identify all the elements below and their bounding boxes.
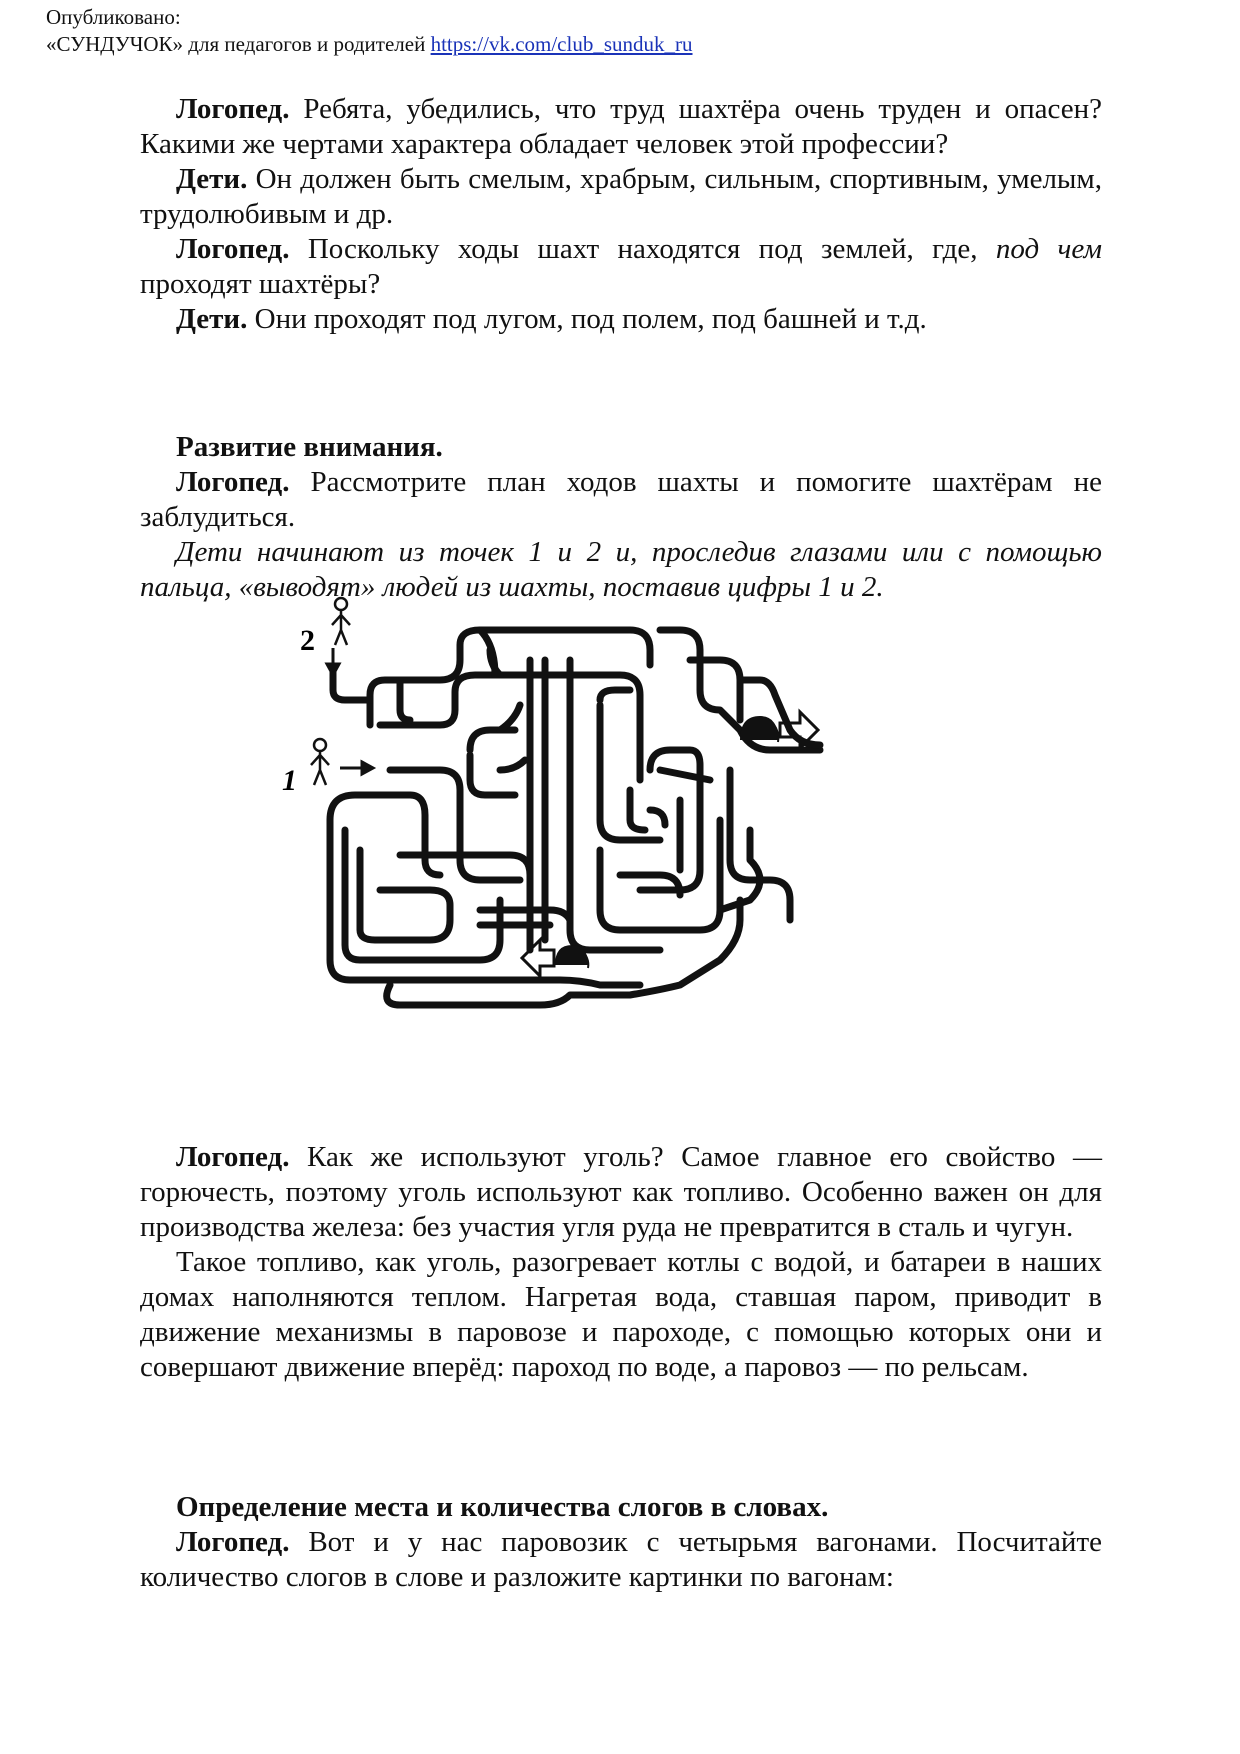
speaker-label: Логопед.: [176, 1526, 290, 1558]
maze-tunnel: [480, 910, 570, 925]
start-label-2: 2: [300, 624, 315, 657]
miner-figure-2: [332, 598, 350, 645]
speaker-label: Логопед.: [176, 93, 290, 125]
maze-tunnel: [630, 790, 645, 830]
paragraph: [140, 1525, 1102, 1595]
speaker-label: Логопед.: [176, 233, 290, 265]
mine-maze: [282, 620, 930, 1120]
paragraph-text: проходят шахтёры?: [140, 268, 381, 300]
publisher-link[interactable]: https://vk.com/club_sunduk_ru: [430, 32, 693, 56]
arrow-down-icon: [327, 648, 339, 675]
section-heading: Определение места и количества слогов в словах.: [176, 1491, 829, 1523]
dialog-block-1: [140, 92, 1102, 337]
start-label-1: 1: [282, 764, 297, 797]
maze-tunnel: [400, 680, 410, 720]
paragraph: [140, 465, 1102, 535]
paragraph: [140, 302, 1102, 337]
maze-tunnel: [570, 660, 660, 950]
paragraph: [140, 92, 1102, 162]
publisher-name: «СУНДУЧОК» для педагогов и родителей: [46, 32, 426, 56]
speaker-label: Логопед.: [176, 1141, 290, 1173]
dialog-block-2: [140, 1140, 1102, 1385]
arrow-right-icon: [340, 762, 373, 774]
maze-tunnel: [390, 770, 520, 880]
paragraph-text: Они проходят под лугом, под полем, под башней и т.д.: [254, 303, 927, 335]
miner-figure-1: [311, 739, 329, 785]
maze-tunnel: [360, 850, 450, 940]
paragraph-text: Поскольку ходы шахт находятся под землей, где,: [307, 233, 978, 265]
publisher-line: [46, 31, 693, 58]
paragraph-text: Такое топливо, как уголь, разогревает котлы с водой, и батареи в наших домах наполняются теплом. Нагретая вода, ставшая паром, приводит в движение механизмы в паровозе и пароходе, с помощью которых они и совершают движение вперёд: пароход по воде, а паровоз — по рельсам.: [140, 1246, 1102, 1383]
speaker-label: Дети.: [176, 163, 248, 195]
paragraph-text: Как же используют уголь? Самое главное его свойство — горючесть, поэтому уголь используют как топливо. Особенно важен он для производства железа: без участия угля руда не превратится в сталь и чугун.: [140, 1141, 1102, 1243]
maze-tunnel: [333, 668, 370, 700]
attention-section: [140, 430, 1102, 605]
mine-exit-icon: [740, 716, 778, 742]
paragraph: [140, 1140, 1102, 1245]
publication-header: [46, 4, 693, 58]
paragraph: [140, 162, 1102, 232]
maze-tunnel: [470, 730, 515, 795]
paragraph: [140, 1245, 1102, 1385]
instruction-text: Дети начинают из точек 1 и 2 и, проследив глазами или с помощью пальца, «выводят» людей из шахты, поставив цифры 1 и 2.: [140, 536, 1102, 603]
paragraph-text: Вот и у нас паровозик с четырьмя вагонами. Посчитайте количество слогов в слове и разложите картинки по вагонам:: [140, 1526, 1102, 1593]
section-heading: Развитие внимания.: [176, 431, 443, 463]
paragraph-text: Рассмотрите план ходов шахты и помогите шахтёрам не заблудиться.: [140, 466, 1103, 533]
paragraph: [140, 232, 1102, 302]
speaker-label: Дети.: [176, 303, 248, 335]
speaker-label: Логопед.: [176, 466, 290, 498]
paragraph-italic: под чем: [995, 233, 1103, 265]
published-label: Опубликовано:: [46, 5, 181, 29]
maze-tunnel: [500, 705, 525, 770]
paragraph-text: Ребята, убедились, что труд шахтёра очень труден и опасен? Какими же чертами характера обладает человек этой профессии?: [140, 93, 1102, 160]
paragraph-text: Он должен быть смелым, храбрым, сильным, спортивным, умелым, трудолюбивым и др.: [140, 163, 1103, 230]
syllables-section: [140, 1490, 1102, 1595]
